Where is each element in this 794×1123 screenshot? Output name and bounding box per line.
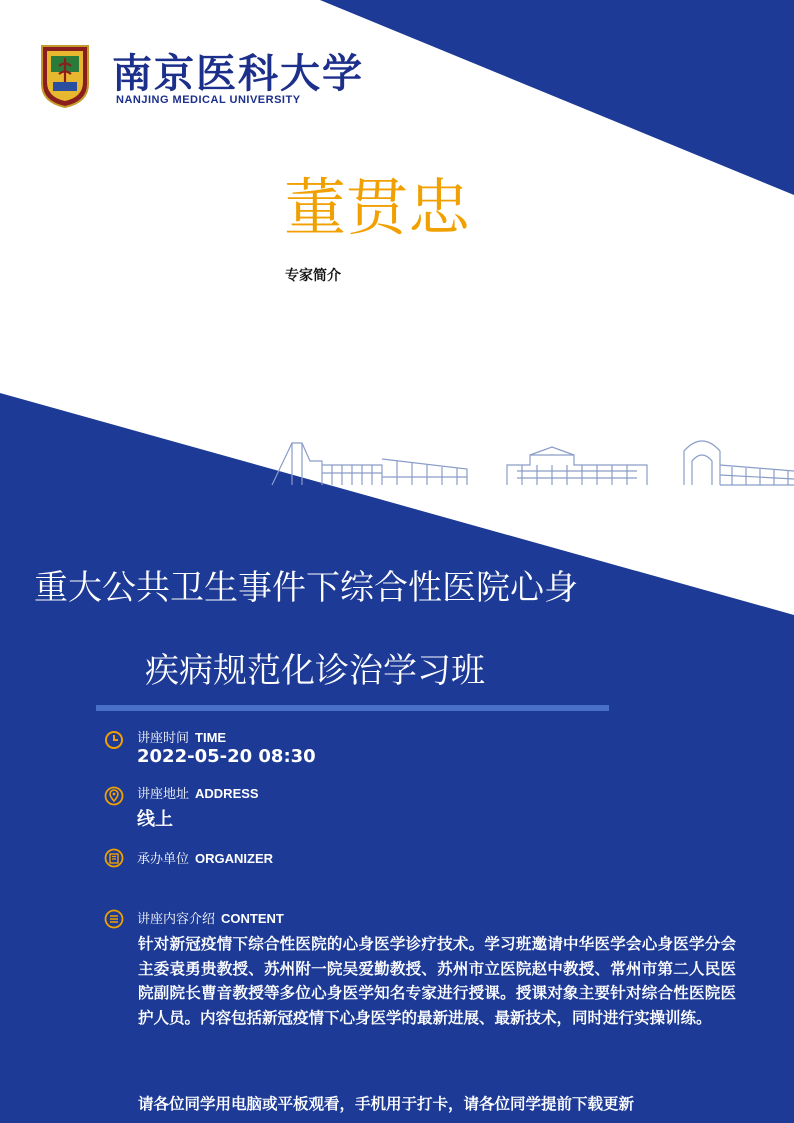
- time-label-cn: 讲座时间: [137, 731, 190, 746]
- university-seal-icon: [40, 44, 90, 108]
- address-label-cn: 讲座地址: [137, 787, 190, 802]
- address-label: [137, 783, 259, 802]
- campus-buildings-illustration: [262, 425, 794, 495]
- notice-text: 请各位同学用电脑或平板观看，手机用于打卡，请各位同学提前下载更新: [138, 1095, 635, 1113]
- university-name-cn: 南京医科大学: [112, 50, 364, 97]
- course-title-line2: 疾病规范化诊治学习班: [145, 651, 485, 691]
- address-label-en: ADDRESS: [195, 786, 259, 801]
- expert-intro-label: 专家简介: [285, 268, 341, 284]
- content-label: [137, 908, 284, 927]
- university-name-en: NANJING MEDICAL UNIVERSITY: [116, 94, 301, 106]
- building-icon: [104, 848, 124, 868]
- location-pin-icon: [104, 786, 124, 806]
- clock-icon: [104, 730, 124, 750]
- organizer-label: [137, 848, 273, 867]
- time-value: 2022-05-20 08:30: [137, 746, 316, 767]
- address-value: 线上: [137, 809, 173, 830]
- speaker-name: 董贯忠: [284, 171, 471, 244]
- time-label-en: TIME: [195, 730, 227, 745]
- content-label-en: CONTENT: [221, 911, 284, 926]
- organizer-label-cn: 承办单位: [137, 852, 190, 867]
- time-label: [137, 727, 226, 746]
- list-icon: [104, 909, 124, 929]
- organizer-label-en: ORGANIZER: [195, 851, 274, 866]
- title-divider: [96, 705, 609, 711]
- content-description: 针对新冠疫情下综合性医院的心身医学诊疗技术。学习班邀请中华医学会心身医学分会主委袁勇贵教授、苏州附一院吴爱勤教授、苏州市立医院赵中教授、常州市第二人民医院副院长曹音教授等多位心身医学知名专家进行授课。授课对象主要针对综合性医院医护人员。内容包括新冠疫情下心身医学的最新进展、最新技术，同时进行实操训练。: [138, 935, 736, 1027]
- course-title-line1: 重大公共卫生事件下综合性医院心身: [34, 568, 578, 608]
- content-label-cn: 讲座内容介绍: [137, 912, 216, 927]
